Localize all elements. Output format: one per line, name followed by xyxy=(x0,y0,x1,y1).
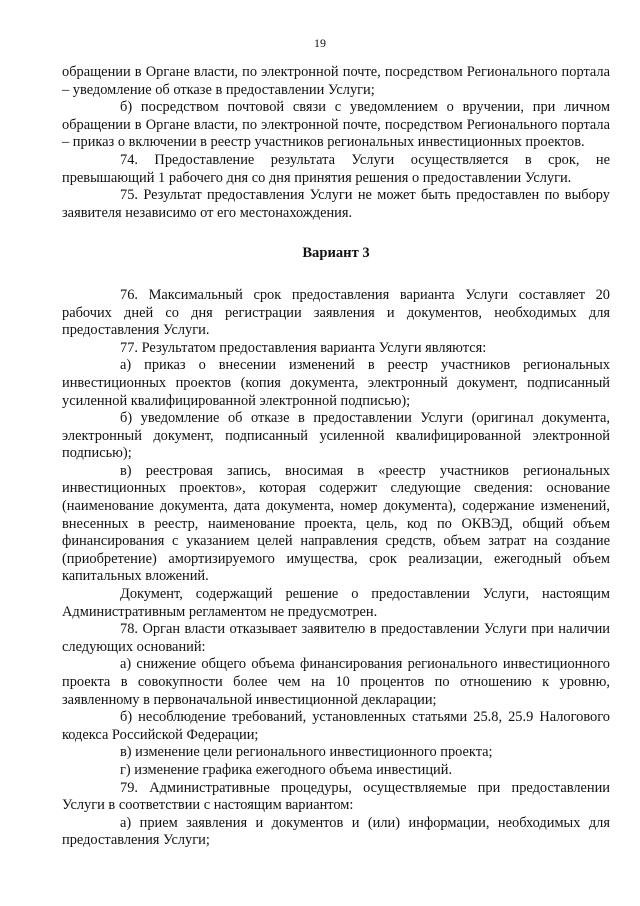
paragraph-79: 79. Административные процедуры, осуществляемые при предоставлении Услуги в соответствии с настоящим вариантом: xyxy=(62,779,610,814)
paragraph-78a: а) снижение общего объема финансирования регионального инвестиционного проекта в совокупности более чем на 10 процентов по отношению к уровню, заявленному в первоначальной инвестиционной декларации; xyxy=(62,656,610,708)
paragraph-continuation: обращении в Органе власти, по электронной почте, посредством Регионального портала – уведомление об отказе в предоставлении Услуги; xyxy=(62,64,610,98)
paragraph-77: 77. Результатом предоставления варианта Услуги являются: xyxy=(120,339,487,356)
page-number: 19 xyxy=(314,36,326,50)
paragraph-74: 74. Предоставление результата Услуги осуществляется в срок, не превышающий 1 рабочего дня со дня принятия решения о предоставлении Услуги. xyxy=(62,151,610,186)
paragraph-78d: г) изменение графика ежегодного объема инвестиций. xyxy=(120,761,453,778)
section-heading: Вариант 3 xyxy=(302,245,370,262)
paragraph-77a: а) приказ о внесении изменений в реестр участников региональных инвестиционных проектов (копия документа, электронный документ, подписанный усиленной квалифицированной электронной подписью); xyxy=(62,357,610,409)
paragraph-77c: в) реестровая запись, вносимая в «реестр участников региональных инвестиционных проектов», которая содержит следующие сведения: основание (наименование документа, дата документа, номер документа), содержание изменений, внесенных в реестр, наименование проекта, цель, код по ОКВЭД, общий объем финансирования с указанием целей направления средств, объем затрат на создание (приобретение) амортизируемого имущества, срок реализации, ежегодный объем капитальных вложений. xyxy=(62,462,610,585)
paragraph-75: 75. Результат предоставления Услуги не может быть предоставлен по выбору заявителя независимо от его местонахождения. xyxy=(62,187,610,221)
document-body xyxy=(62,64,610,850)
paragraph-79a: а) прием заявления и документов и (или) информации, необходимых для предоставления Услуги; xyxy=(62,814,610,849)
paragraph-document-note: Документ, содержащий решение о предоставлении Услуги, настоящим Административным регламентом не предусмотрен. xyxy=(62,586,610,620)
paragraph-77b: б) уведомление об отказе в предоставлении Услуги (оригинал документа, электронный документ, подписанный усиленной квалифицированной электронной подписью); xyxy=(62,410,610,462)
paragraph-78b: б) несоблюдение требований, установленных статьями 25.8, 25.9 Налогового кодекса Российской Федерации; xyxy=(62,709,610,743)
paragraph-78c: в) изменение цели регионального инвестиционного проекта; xyxy=(120,744,493,761)
paragraph-73b: б) посредством почтовой связи с уведомлением о вручении, при личном обращении в Органе власти, по электронной почте, посредством Регионального портала – приказ о включении в реестр участников региональных инвестиционных проектов. xyxy=(62,99,610,151)
paragraph-78: 78. Орган власти отказывает заявителю в предоставлении Услуги при наличии следующих оснований: xyxy=(62,621,610,655)
paragraph-76: 76. Максимальный срок предоставления варианта Услуги составляет 20 рабочих дней со дня регистрации заявления и документов, необходимых для предоставления Услуги. xyxy=(62,286,610,339)
